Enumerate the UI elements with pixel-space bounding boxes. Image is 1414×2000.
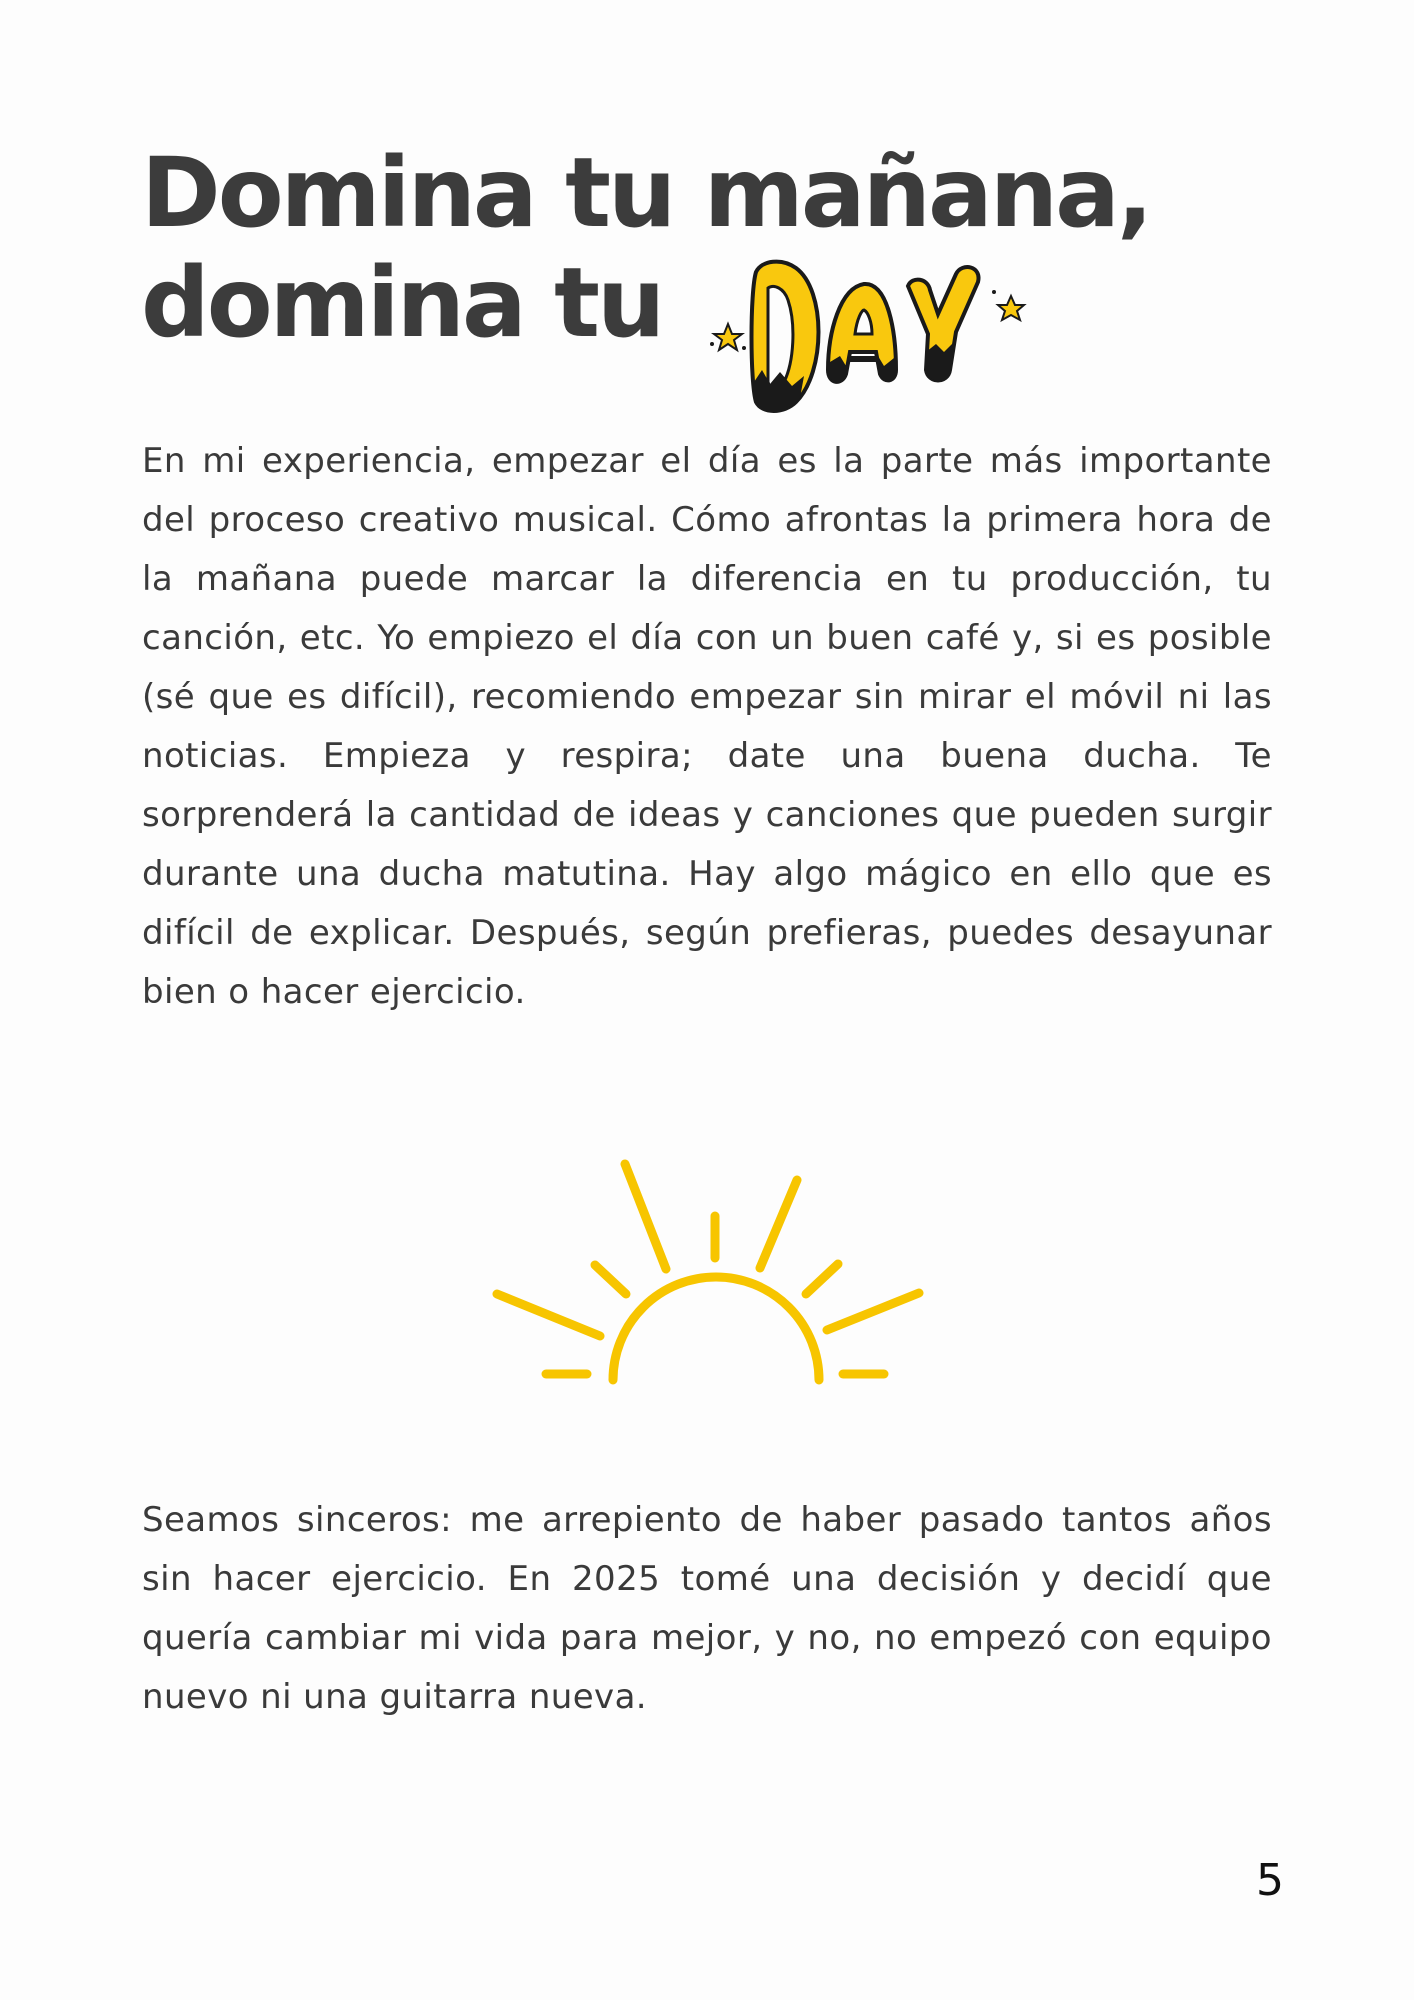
paragraph-exercise: Seamos sinceros: me arrepiento de haber pasado tantos años sin hacer ejercicio. En 2025 tomé una decisión y decidí que quería cambiar mi vida para mejor, y no, no empezó con equipo nuevo ni una guitarra nueva. [142, 1500, 1272, 1717]
title-line-1: Domina tu mañana, [141, 137, 1151, 249]
sun-icon [480, 1150, 930, 1390]
paragraph-intro: En mi experiencia, empezar el día es la parte más importante del proceso creativo musical. Cómo afrontas la primera hora de la mañana puede marcar la diferencia en tu producción, tu canción, etc. Yo empiezo el día con un buen café y, si es posible (sé que es difícil), recomiendo empezar sin mirar el móvil ni las noticias. Empieza y respira; date una buena ducha. Te sorprenderá la cantidad de ideas y canciones que pueden surgir durante una ducha matutina. Hay algo mágico en ello que es difícil de explicar. Después, según prefieras, puedes desayunar bien o hacer ejercicio. [142, 441, 1272, 1012]
star-icon [714, 324, 742, 350]
star-icon [998, 296, 1024, 320]
title-line-2: domina tu [141, 247, 663, 359]
page-number: 5 [1256, 1855, 1284, 1906]
day-lettering-icon [700, 252, 1030, 422]
